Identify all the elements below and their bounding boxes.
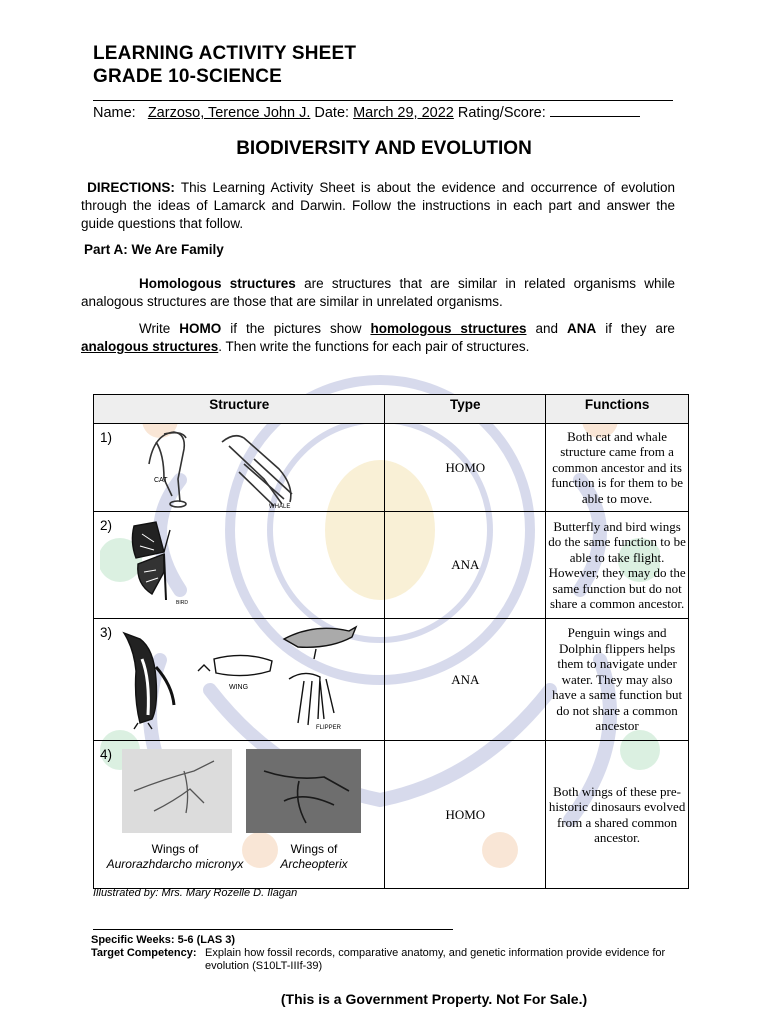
name-value: Zarzoso, Terence John J. (147, 105, 311, 121)
government-property-notice: (This is a Government Property. Not For Sale.) (280, 991, 588, 1007)
fossil-photo-1 (122, 749, 232, 833)
flipper-label: FLIPPER (316, 725, 342, 731)
rating-blank (550, 104, 640, 117)
row-number: 3) (100, 625, 113, 640)
caption-archeopterix (264, 842, 364, 872)
instr-write: Write (139, 321, 171, 336)
table-header-row (94, 395, 689, 424)
instructions-paragraph (81, 320, 675, 356)
main-title: BIODIVERSITY AND EVOLUTION (236, 138, 532, 159)
function-cell-1: Both cat and whale structure came from a common ancestor and its function is for them to be able to move. (546, 424, 689, 512)
footer-divider (93, 929, 453, 930)
homologous-definition (81, 275, 675, 311)
function-cell-2: Butterfly and bird wings do the same function to be able to take flight. However, they may do the same function but do not share a common ancestor. (546, 512, 689, 619)
row-number: 1) (100, 430, 113, 445)
instr-and: and (535, 321, 558, 336)
name-label: Name: (93, 105, 136, 121)
fossil-photo-2 (246, 749, 361, 833)
sheet-subtitle: GRADE 10-SCIENCE (93, 66, 283, 87)
structures-table (93, 394, 689, 889)
specific-weeks: Specific Weeks: 5-6 (LAS 3) (91, 934, 236, 946)
instr-end: . Then write the functions for each pair of structures. (218, 339, 530, 354)
competency-label: Target Competency: (91, 947, 197, 959)
type-cell-2: ANA (385, 512, 546, 619)
structure-cell-1 (94, 424, 385, 512)
caption-2-line2: Archeopterix (280, 857, 348, 871)
part-a-title: Part A: We Are Family (84, 242, 224, 257)
table-row (94, 741, 689, 889)
function-cell-4: Both wings of these pre-historic dinosaurs evolved from a shared common ancestor. (546, 741, 689, 889)
structure-cell-2 (94, 512, 385, 619)
directions-text: This Learning Activity Sheet is about the evidence and occurrence of evolution through the ideas of Lamarck and Darwin. Follow the instructions in each part and answer the guide questions that follow. (81, 180, 675, 231)
rating-label: Rating/Score: (457, 105, 546, 121)
cat-label: CAT (154, 477, 168, 484)
definition-text: are structures that are similar in related organisms while analogous structures are those that are similar in unrelated organisms. (81, 276, 675, 309)
row-number: 2) (100, 518, 113, 533)
instr-ana: ANA (566, 321, 597, 336)
function-cell-3: Penguin wings and Dolphin flippers helps them to navigate under water. They may also have a same function but do not share a common ancestor (546, 619, 689, 741)
directions-paragraph (81, 179, 675, 233)
structure-cell-4 (94, 741, 385, 889)
cat-whale-limb-illustration (94, 424, 384, 510)
header-functions: Functions (546, 395, 689, 424)
caption-aurorazhdarcho (100, 842, 250, 872)
row-number: 4) (100, 747, 113, 762)
illustrator-credit: Illustrated by: Mrs. Mary Rozelle D. Ilagan (93, 887, 298, 899)
date-value: March 29, 2022 (353, 105, 454, 121)
instr-homo: HOMO (179, 321, 222, 336)
instr-if-are: if they are (605, 321, 675, 336)
structure-cell-3 (94, 619, 385, 741)
instr-if-show: if the pictures show (230, 321, 362, 336)
sheet-title: LEARNING ACTIVITY SHEET (93, 43, 357, 64)
caption-2-line1: Wings of (290, 842, 338, 856)
type-cell-3: ANA (385, 619, 546, 741)
student-info-line (93, 104, 640, 121)
type-cell-4: HOMO (385, 741, 546, 889)
wing-label: WING (229, 684, 249, 691)
table-row (94, 619, 689, 741)
homologous-term: Homologous structures (139, 276, 296, 291)
target-competency (91, 947, 711, 973)
bird-label: BIRD (176, 600, 188, 606)
header-type: Type (385, 395, 546, 424)
table-row (94, 424, 689, 512)
instr-analogous: analogous structures (81, 339, 219, 354)
table-row (94, 512, 689, 619)
header-structure: Structure (94, 395, 385, 424)
header-divider (93, 100, 673, 101)
penguin-dolphin-illustration (94, 619, 384, 739)
caption-1-line2: Aurorazhdarcho micronyx (106, 857, 244, 871)
butterfly-illustration (94, 512, 384, 617)
directions-label: DIRECTIONS: (87, 180, 175, 195)
whale-label: WHALE (269, 504, 291, 510)
type-cell-1: HOMO (385, 424, 546, 512)
competency-text: Explain how fossil records, comparative anatomy, and genetic information provide evidence for evolution (S10LT-IIIf-39) (205, 947, 666, 972)
caption-1-line1: Wings of (151, 842, 199, 856)
instr-homologous: homologous structures (370, 321, 527, 336)
date-label: Date: (314, 105, 350, 121)
